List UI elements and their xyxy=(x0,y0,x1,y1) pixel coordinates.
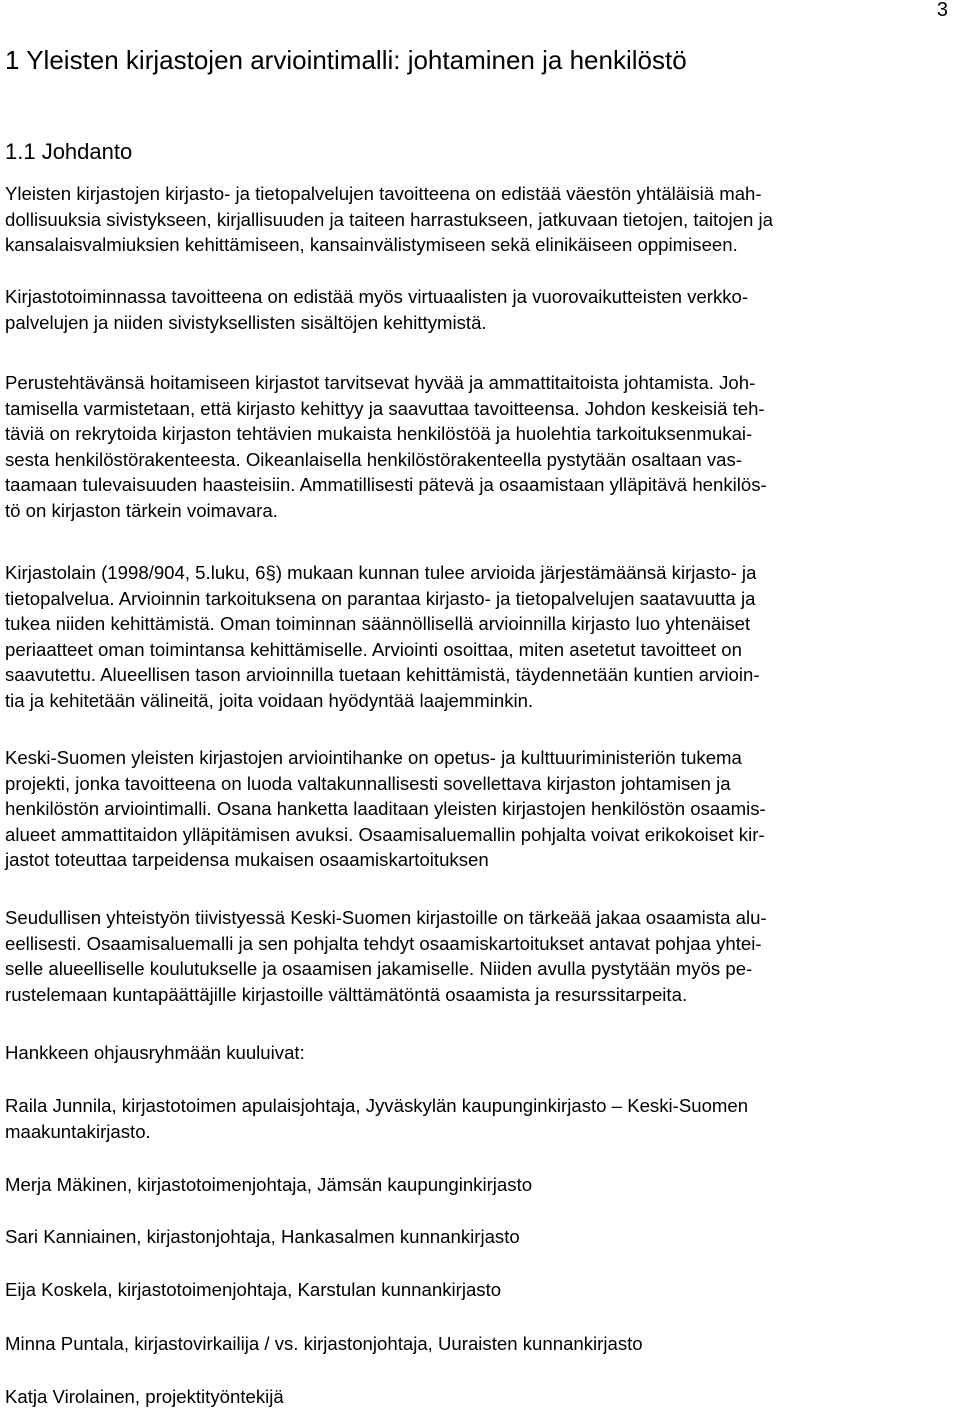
text-line: tamisella varmistetaan, että kirjasto kehittyy ja saavuttaa tavoitteensa. Johdon keskeisiä teh- xyxy=(5,397,765,419)
text-line: Eija Koskela, kirjastotoimenjohtaja, Karstulan kunnankirjasto xyxy=(5,1279,502,1300)
text-line: tia ja kehitetään välineitä, joita voidaan hyödyntää laajemminkin. xyxy=(5,689,534,711)
text-line: alueet ammattitaidon ylläpitämisen avuksi. Osaamisaluemallin pohjalta voivat erikokoiset kir- xyxy=(5,823,765,845)
page-number: 3 xyxy=(936,0,948,21)
text-line: kansalaisvalmiuksien kehittämiseen, kansainvälistymiseen sekä elinikäiseen oppimiseen. xyxy=(5,234,738,256)
steering-group-member xyxy=(5,1331,955,1357)
section-title: 1.1 Johdanto xyxy=(5,139,133,164)
paragraph-regional-cooperation xyxy=(5,905,955,1007)
paragraph-leadership xyxy=(5,370,955,524)
text-line: tietopalvelua. Arvioinnin tarkoituksena on parantaa kirjasto- ja tietopalvelujen saatavuutta ja xyxy=(5,587,756,609)
text-line: Merja Mäkinen, kirjastotoimenjohtaja, Jämsän kaupunginkirjasto xyxy=(5,1174,533,1195)
steering-group-member xyxy=(5,1093,955,1144)
text-line: saavutettu. Alueellisen tason arvioinnilla tuetaan kehittämistä, täydennetään kuntien arvioin- xyxy=(5,664,760,686)
text-line: palvelujen ja niiden sivistyksellisten sisältöjen kehittymistä. xyxy=(5,311,487,333)
text-line: Perustehtävänsä hoitamiseen kirjastot tarvitsevat hyvää ja ammattitaitoista johtamista. Joh- xyxy=(5,372,756,393)
text-line: Hankkeen ohjausryhmään kuuluivat: xyxy=(5,1042,305,1063)
steering-group-heading xyxy=(5,1040,955,1066)
text-line: Seudullisen yhteistyön tiivistyessä Keski-Suomen kirjastoille on tärkeää jakaa osaamista alu- xyxy=(5,907,767,928)
text-line: tukea niiden kehittämistä. Oman toiminnan säännöllisellä arvioinnilla kirjasto luo yhtenäiset xyxy=(5,613,751,635)
text-line: dollisuuksia sivistykseen, kirjallisuuden ja taiteen harrastukseen, jatkuvaan tietojen, taitojen ja xyxy=(5,208,773,230)
steering-group-member xyxy=(5,1224,955,1250)
text-line: tö on kirjaston tärkein voimavara. xyxy=(5,499,278,521)
steering-group-member xyxy=(5,1277,955,1303)
steering-group-member xyxy=(5,1384,955,1410)
text-line: Katja Virolainen, projektityöntekijä xyxy=(5,1386,284,1407)
text-line: Kirjastotoiminnassa tavoitteena on edistää myös virtuaalisten ja vuorovaikutteisten verkko- xyxy=(5,286,749,307)
steering-group-member xyxy=(5,1172,955,1198)
text-line: sesta henkilöstörakenteesta. Oikeanlaisella henkilöstörakenteella pystytään osaltaan vas- xyxy=(5,448,742,470)
paragraph-intro xyxy=(5,181,955,258)
text-line: jastot toteuttaa tarpeidensa mukaisen osaamiskartoituksen xyxy=(5,849,489,871)
text-line: eellisesti. Osaamisaluemalli ja sen pohjalta tehdyt osaamiskartoitukset antavat pohjaa yhtei- xyxy=(5,932,762,954)
text-line: Yleisten kirjastojen kirjasto- ja tietopalvelujen tavoitteena on edistää väestön yhtäläisiä mah- xyxy=(5,183,762,204)
text-line: Sari Kanniainen, kirjastonjohtaja, Hankasalmen kunnankirjasto xyxy=(5,1226,520,1247)
text-line: Raila Junnila, kirjastotoimen apulaisjohtaja, Jyväskylän kaupunginkirjasto – Keski-Suomen xyxy=(5,1095,749,1116)
text-line: selle alueelliselle koulutukselle ja osaamisen jakamiselle. Niiden avulla pystytään myös pe- xyxy=(5,958,753,980)
paragraph-project xyxy=(5,745,955,873)
text-line: rustelemaan kuntapäättäjille kirjastoille välttämätöntä osaamista ja resurssitarpeita. xyxy=(5,983,688,1005)
chapter-title: 1 Yleisten kirjastojen arviointimalli: johtaminen ja henkilöstö xyxy=(5,45,687,75)
text-line: projekti, jonka tavoitteena on luoda valtakunnallisesti sovellettava kirjaston johtamisen ja xyxy=(5,772,731,794)
text-line: Keski-Suomen yleisten kirjastojen arviointihanke on opetus- ja kulttuuriministeriön tukema xyxy=(5,747,742,768)
paragraph-virtual-services xyxy=(5,284,955,335)
paragraph-library-law xyxy=(5,560,955,714)
text-line: henkilöstön arviointimalli. Osana hanketta laaditaan yleisten kirjastojen henkilöstön osaamis- xyxy=(5,798,766,820)
text-line: täviä on rekrytoida kirjaston tehtävien mukaista henkilöstöä ja huolehtia tarkoituksenmukai- xyxy=(5,423,753,445)
text-line: Kirjastolain (1998/904, 5.luku, 6§) mukaan kunnan tulee arvioida järjestämäänsä kirjasto- ja xyxy=(5,562,757,583)
text-line: taamaan tulevaisuuden haasteisiin. Ammatillisesti pätevä ja osaamistaan ylläpitävä henkilös- xyxy=(5,474,767,496)
text-line: Minna Puntala, kirjastovirkailija / vs. kirjastonjohtaja, Uuraisten kunnankirjasto xyxy=(5,1333,643,1354)
text-line: maakuntakirjasto. xyxy=(5,1120,151,1142)
text-line: periaatteet oman toimintansa kehittämiselle. Arviointi osoittaa, miten asetetut tavoitteet on xyxy=(5,638,742,660)
